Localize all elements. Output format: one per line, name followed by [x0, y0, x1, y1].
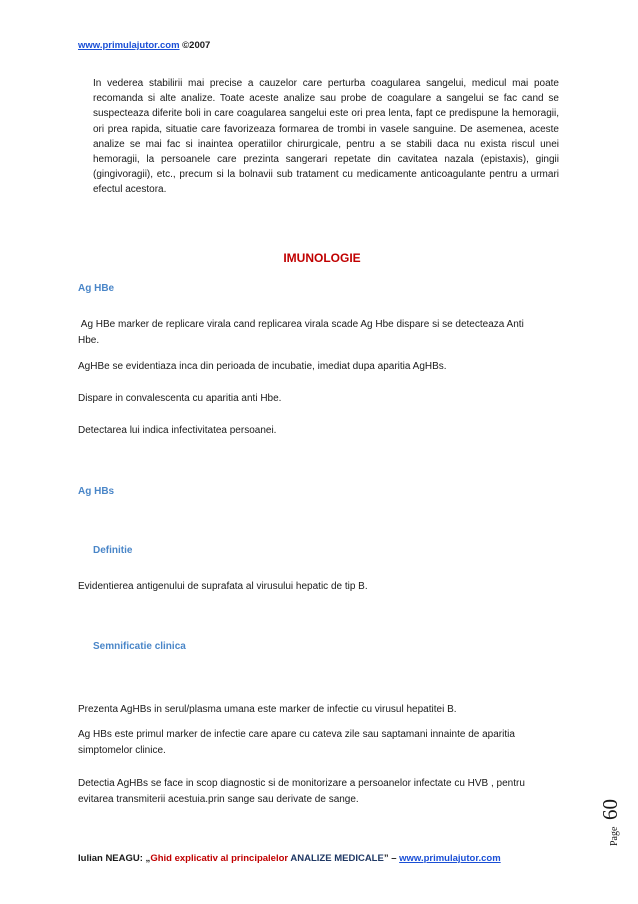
aghbe-heading: Ag HBe	[78, 283, 115, 294]
page-header	[78, 40, 210, 51]
footer-analyses: ANALIZE MEDICALE	[290, 853, 384, 864]
header-site-link[interactable]: www.primulajutor.com	[78, 40, 180, 51]
page-number: 60	[598, 799, 622, 820]
aghbe-paragraph-3: Dispare in convalescenta cu aparitia anti Hbe.	[78, 393, 282, 404]
intro-paragraph: In vederea stabilirii mai precise a cauzelor care perturba coagularea sangelui, medicul mai poate recomanda si alte analize. Toate aceste analize sau probe de coagulare a sangelui se fac cand se suspecteaza diferite boli in care coagularea sangelui este ori prea lenta, fapt ce predispune la hemoragii, ori prea rapida, situatie care favorizeaza formarea de trombi in vasele sanguine. De asemenea, aceste analize se mai fac si inaintea operatiilor chirurgicale, pentru a se stabili daca nu exista riscul unei hemoragii, la persoanele care prezinta sangerari repetate din cavitatea nazala (epistaxis), gingii (gingivoragii), etc., precum si la bolnavii sub tratament cu medicamente anticoagulante pentru a urmari efectul acestora.	[93, 78, 559, 196]
page-label: Page	[609, 826, 620, 846]
footer-author: Iulian NEAGU: „	[78, 853, 151, 864]
aghbs-heading: Ag HBs	[78, 486, 115, 497]
page-footer	[78, 853, 501, 864]
aghbs-paragraph-1: Prezenta AgHBs in serul/plasma umana este marker de infectie cu virusul hepatitei B.	[78, 704, 457, 715]
page-number-marker	[586, 768, 626, 848]
aghbs-paragraph-3: Detectia AgHBs se face in scop diagnostic si de monitorizare a persoanelor infectate cu HVB , pentru evitarea transmiterii acestuia.prin sange sau derivate de sange.	[78, 778, 525, 805]
definitie-heading: Definitie	[93, 545, 133, 556]
aghbs-paragraph-2: Ag HBs este primul marker de infectie care apare cu cateva zile sau saptamani innainte de aparitia simptomelor clinice.	[78, 729, 515, 756]
aghbe-paragraph-4: Detectarea lui indica infectivitatea persoanei.	[78, 425, 277, 436]
section-title: IMUNOLOGIE	[283, 251, 361, 265]
definitie-text: Evidentierea antigenului de suprafata al virusului hepatic de tip B.	[78, 581, 368, 592]
footer-separator: ” –	[383, 853, 400, 864]
semnificatie-heading: Semnificatie clinica	[93, 641, 186, 652]
header-copyright: ©2007	[182, 40, 211, 51]
aghbe-paragraph-1: Ag HBe marker de replicare virala cand replicarea virala scade Ag Hbe dispare si se detecteaza Anti Hbe.	[78, 319, 527, 346]
aghbe-paragraph-2: AgHBe se evidentiaza inca din perioada de incubatie, imediat dupa aparitia AgHBs.	[78, 361, 447, 372]
footer-site-link[interactable]: www.primulajutor.com	[399, 853, 501, 864]
footer-guide-title: Ghid explicativ al principalelor	[150, 853, 291, 864]
